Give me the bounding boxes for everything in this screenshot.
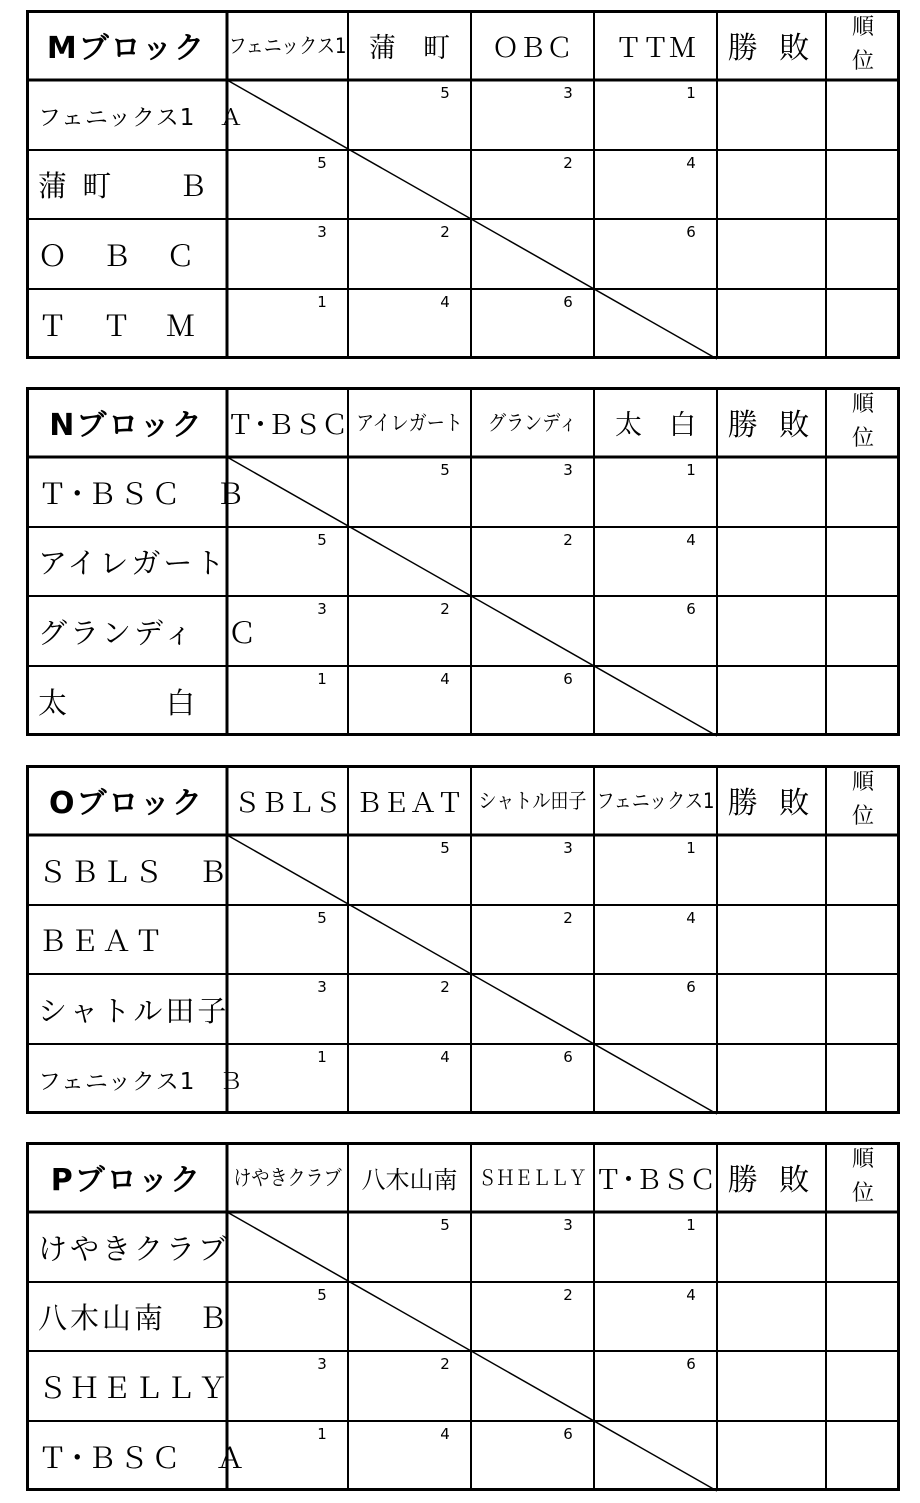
row-header: フェニックス1 Ｂ (38, 1068, 244, 1095)
match-number: 1 (686, 839, 696, 857)
match-number: 1 (317, 1048, 327, 1066)
rank-cell (826, 596, 900, 666)
column-header: ＳＨＥＬＬＹ (478, 1166, 587, 1190)
column-header: グランディ (488, 411, 577, 435)
row-header: Ｏ Ｂ Ｃ (38, 238, 199, 273)
match-number: 5 (440, 84, 450, 102)
match-number: 4 (440, 1048, 450, 1066)
rank-cell (826, 1212, 900, 1282)
match-number: 5 (440, 461, 450, 479)
win-loss-cell (717, 457, 826, 527)
match-number: 6 (686, 1355, 696, 1373)
match-number: 5 (317, 531, 327, 549)
column-header: Ｔ･ＢＳＣ (594, 1164, 717, 1196)
row-header: Ｔ･ＢＳＣ Ｂ (38, 476, 248, 511)
match-number: 3 (563, 1216, 573, 1234)
win-loss-cell (717, 596, 826, 666)
match-number: 6 (686, 600, 696, 618)
match-number: 1 (317, 1425, 327, 1443)
match-number: 5 (317, 909, 327, 927)
match-number: 6 (563, 1048, 573, 1066)
match-number: 4 (686, 154, 696, 172)
match-number: 1 (686, 1216, 696, 1234)
row-header: ＢＥＡＴ (38, 924, 167, 958)
match-number: 2 (563, 154, 573, 172)
column-header: ＯＢＣ (492, 32, 573, 64)
match-number: 3 (563, 84, 573, 102)
rank-header (826, 1142, 900, 1212)
rank-header-char: 位 (851, 804, 874, 829)
match-number: 6 (563, 670, 573, 688)
rank-cell (826, 527, 900, 596)
win-loss-cell (717, 1282, 826, 1351)
column-header: 蒲 町 (369, 32, 450, 64)
match-number: 6 (563, 293, 573, 311)
block-table (26, 387, 900, 736)
win-loss-cell (717, 1212, 826, 1282)
match-number: 2 (440, 600, 450, 618)
row-header: Ｔ･ＢＳＣ Ａ (38, 1440, 248, 1475)
column-header: けやきクラブ (233, 1166, 342, 1190)
rank-cell (826, 219, 900, 289)
win-loss-cell (717, 974, 826, 1044)
match-number: 5 (440, 839, 450, 857)
rank-header (826, 387, 900, 457)
win-loss-cell (717, 1351, 826, 1421)
match-number: 3 (563, 461, 573, 479)
match-number: 6 (563, 1425, 573, 1443)
win-loss-header: 勝 敗 (727, 786, 816, 821)
win-loss-cell (717, 905, 826, 974)
column-header: 太 白 (615, 409, 696, 441)
win-loss-cell (717, 527, 826, 596)
block-table (26, 1142, 900, 1491)
win-loss-header: 勝 敗 (727, 1163, 816, 1198)
match-number: 6 (686, 978, 696, 996)
row-header: フェニックス1 Ａ (38, 104, 244, 131)
match-number: 4 (440, 293, 450, 311)
rank-header-char: 順 (851, 15, 874, 40)
column-header: シャトル田子 (478, 789, 587, 813)
win-loss-cell (717, 150, 826, 219)
column-header: ＳＢＬＳ (233, 787, 342, 819)
column-header: Ｔ･ＢＳＣ (226, 409, 349, 441)
row-header: ＳＨＥＬＬＹ (38, 1370, 231, 1405)
win-loss-header: 勝 敗 (727, 408, 816, 443)
win-loss-cell (717, 666, 826, 736)
rank-cell (826, 974, 900, 1044)
block-title: Mブロック (46, 31, 207, 66)
column-header: フェニックス1 (596, 789, 715, 813)
win-loss-cell (717, 1044, 826, 1114)
column-header: フェニックス1 (228, 34, 347, 58)
win-loss-cell (717, 289, 826, 359)
rank-cell (826, 666, 900, 736)
row-header: グランディ Ｃ (38, 615, 260, 650)
row-header: Ｔ Ｔ Ｍ (38, 308, 199, 343)
rank-cell (826, 1282, 900, 1351)
match-number: 6 (686, 223, 696, 241)
row-header: 八木山南 Ｂ (38, 1301, 231, 1335)
block-table (26, 765, 900, 1114)
win-loss-cell (717, 219, 826, 289)
rank-cell (826, 80, 900, 150)
row-header: けやきクラブ (38, 1231, 231, 1266)
rank-cell (826, 457, 900, 527)
column-header: ＴＴＭ (615, 32, 696, 64)
match-number: 4 (686, 909, 696, 927)
rank-cell (826, 150, 900, 219)
row-header: 太 白 (38, 685, 199, 720)
win-loss-cell (717, 80, 826, 150)
match-number: 3 (563, 839, 573, 857)
rank-header (826, 10, 900, 80)
rank-header-char: 順 (851, 392, 874, 417)
match-number: 2 (440, 223, 450, 241)
column-header: ＢＥＡＴ (355, 787, 464, 819)
win-loss-cell (717, 1421, 826, 1491)
rank-cell (826, 905, 900, 974)
block-table (26, 10, 900, 359)
match-number: 2 (563, 909, 573, 927)
match-number: 5 (317, 1286, 327, 1304)
match-number: 3 (317, 600, 327, 618)
match-number: 2 (440, 978, 450, 996)
rank-cell (826, 835, 900, 905)
match-number: 4 (440, 1425, 450, 1443)
row-header: 蒲 町 Ｂ (38, 169, 211, 203)
win-loss-cell (717, 835, 826, 905)
match-number: 4 (686, 531, 696, 549)
match-number: 1 (686, 461, 696, 479)
match-number: 4 (440, 670, 450, 688)
rank-cell (826, 289, 900, 359)
rank-header-char: 位 (851, 426, 874, 451)
match-number: 4 (686, 1286, 696, 1304)
match-number: 1 (317, 293, 327, 311)
match-number: 2 (563, 531, 573, 549)
column-header: 八木山南 (361, 1165, 458, 1194)
rank-header-char: 順 (851, 770, 874, 795)
match-number: 5 (440, 1216, 450, 1234)
block-title: Pブロック (50, 1163, 203, 1198)
match-number: 2 (563, 1286, 573, 1304)
block-title: Oブロック (49, 786, 204, 821)
rank-header-char: 順 (851, 1147, 874, 1172)
match-number: 1 (317, 670, 327, 688)
rank-cell (826, 1421, 900, 1491)
match-number: 5 (317, 154, 327, 172)
column-header: アイレガート (356, 411, 463, 435)
rank-cell (826, 1044, 900, 1114)
row-header: アイレガート (38, 546, 228, 580)
row-header: ＳＢＬＳ Ｂ (38, 854, 231, 889)
match-number: 3 (317, 223, 327, 241)
rank-header-char: 位 (851, 49, 874, 74)
rank-header-char: 位 (851, 1181, 874, 1206)
match-number: 3 (317, 1355, 327, 1373)
match-number: 1 (686, 84, 696, 102)
rank-header (826, 765, 900, 835)
row-header: シャトル田子 (38, 993, 230, 1028)
win-loss-header: 勝 敗 (727, 31, 816, 66)
match-number: 3 (317, 978, 327, 996)
block-title: Nブロック (49, 408, 204, 443)
rank-cell (826, 1351, 900, 1421)
match-number: 2 (440, 1355, 450, 1373)
